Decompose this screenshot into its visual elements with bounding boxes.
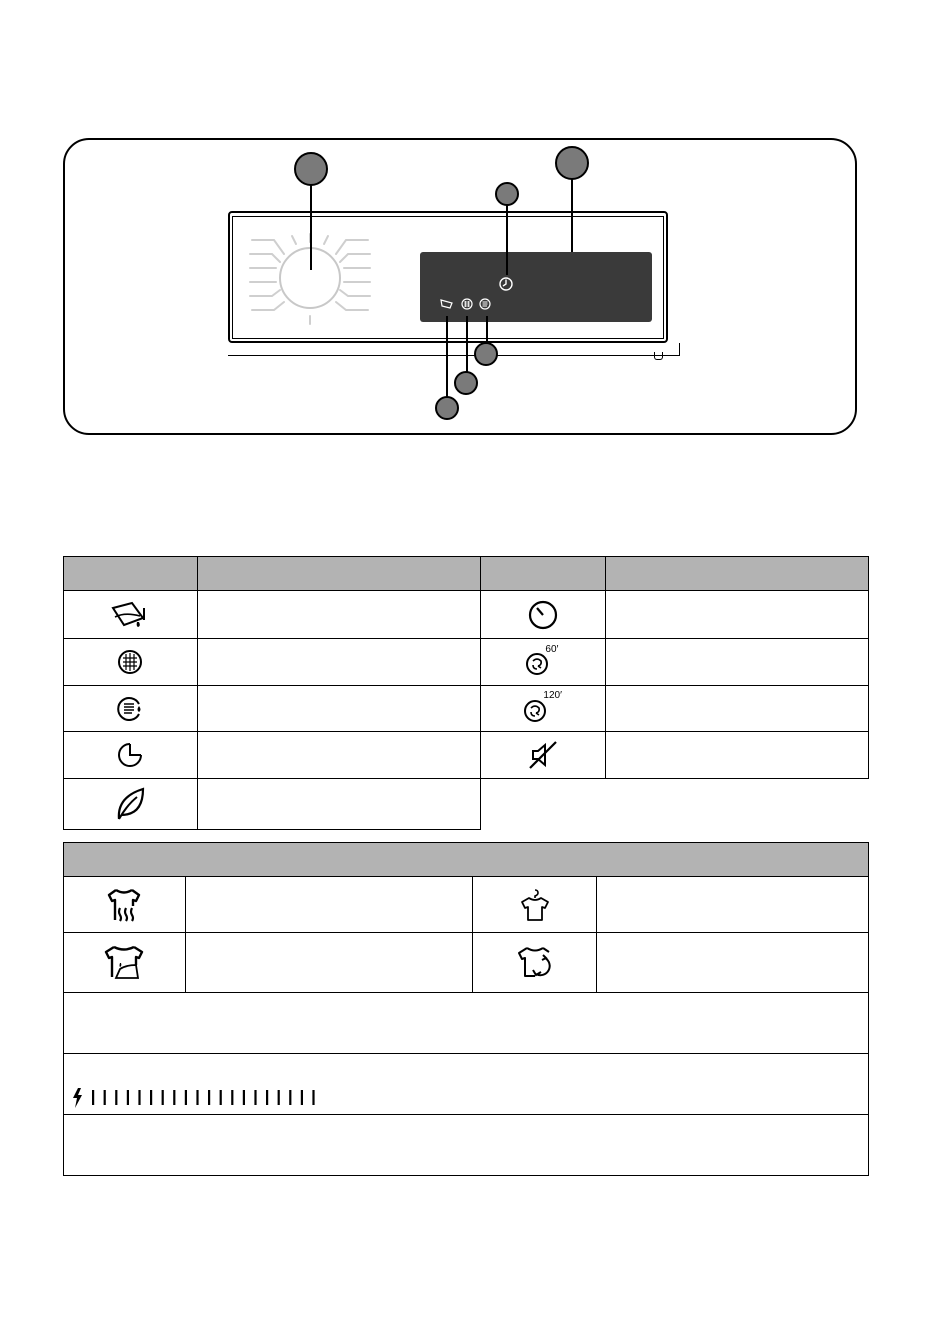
energy-segment (220, 1090, 222, 1105)
eco-leaf-icon (64, 779, 198, 830)
callout-1 (294, 152, 328, 186)
mute-icon (481, 732, 606, 779)
energy-segment (266, 1090, 268, 1105)
energy-segment (138, 1090, 140, 1105)
refresh-60-description (606, 639, 869, 686)
pre-wash-icon (64, 591, 198, 639)
leader-line-timer (506, 203, 508, 275)
energy-segment (231, 1090, 233, 1105)
energy-segment (312, 1090, 314, 1105)
intensive-icon (64, 639, 198, 686)
cupboard-dry-icon (64, 877, 186, 933)
callout-4 (474, 342, 498, 366)
info-row-1 (64, 993, 869, 1054)
refresh-120-icon: 120′ (481, 686, 606, 732)
energy-segment (92, 1090, 94, 1105)
mute-description (606, 732, 869, 779)
hanger-dry-icon (473, 877, 597, 933)
options-header-description (197, 557, 481, 591)
energy-segment (173, 1090, 175, 1105)
options-header-icon-2 (481, 557, 606, 591)
table-row (64, 686, 869, 732)
leader-line-dial (310, 180, 312, 270)
table-row (64, 732, 869, 779)
energy-bar (72, 1087, 332, 1109)
leader-line-intensive (466, 316, 468, 376)
timer-icon (481, 591, 606, 639)
dry-table-header (64, 843, 869, 877)
display-screen (420, 252, 652, 322)
options-header-icon (64, 557, 198, 591)
intensive-button-icon[interactable] (461, 298, 473, 310)
intensive-description (197, 639, 481, 686)
iron-dry-description (185, 933, 473, 993)
dry-table (63, 842, 869, 1176)
machine-foot (654, 352, 663, 360)
leader-line-display (571, 172, 573, 252)
refresh-120-description (606, 686, 869, 732)
energy-segment (254, 1090, 256, 1105)
energy-segment (243, 1090, 245, 1105)
callout-2 (555, 146, 589, 180)
machine-base (228, 343, 680, 356)
leader-line-rinse (486, 316, 488, 342)
table-row (64, 591, 869, 639)
extra-rinse-description (197, 686, 481, 732)
refresh-60-icon: 60′ (481, 639, 606, 686)
table-row (64, 993, 869, 1054)
display-timer-icon (498, 276, 514, 292)
energy-segment (104, 1090, 106, 1105)
energy-segment (115, 1090, 117, 1105)
energy-segment (150, 1090, 152, 1105)
energy-segment (196, 1090, 198, 1105)
options-header-description-2 (606, 557, 869, 591)
cupboard-dry-description (185, 877, 473, 933)
table-row (64, 1054, 869, 1115)
table-gap (481, 782, 873, 838)
leader-line-prewash (446, 316, 448, 398)
prewash-button-icon[interactable] (440, 298, 454, 310)
pre-wash-description (197, 591, 481, 639)
anti-crease-description (597, 933, 869, 993)
lightning-icon (73, 1088, 82, 1108)
callout-5 (454, 371, 478, 395)
energy-segment (185, 1090, 187, 1105)
info-row-3 (64, 1115, 869, 1176)
eco-description (197, 779, 481, 830)
energy-segment (301, 1090, 303, 1105)
energy-segment (289, 1090, 291, 1105)
energy-bar-row (64, 1054, 869, 1115)
callout-3 (495, 182, 519, 206)
iron-dry-icon (64, 933, 186, 993)
table-row (64, 877, 869, 933)
timer-description (606, 591, 869, 639)
table-row (64, 1115, 869, 1176)
table-row (64, 933, 869, 993)
energy-segment (127, 1090, 129, 1105)
extra-rinse-icon (64, 686, 198, 732)
energy-segment (278, 1090, 280, 1105)
callout-6 (435, 396, 459, 420)
hanger-dry-description (597, 877, 869, 933)
delay-start-icon (64, 732, 198, 779)
energy-segment (162, 1090, 164, 1105)
delay-start-description (197, 732, 481, 779)
extra-rinse-button-icon[interactable] (479, 298, 491, 310)
table-row (64, 639, 869, 686)
energy-segment (208, 1090, 210, 1105)
anti-crease-icon (473, 933, 597, 993)
